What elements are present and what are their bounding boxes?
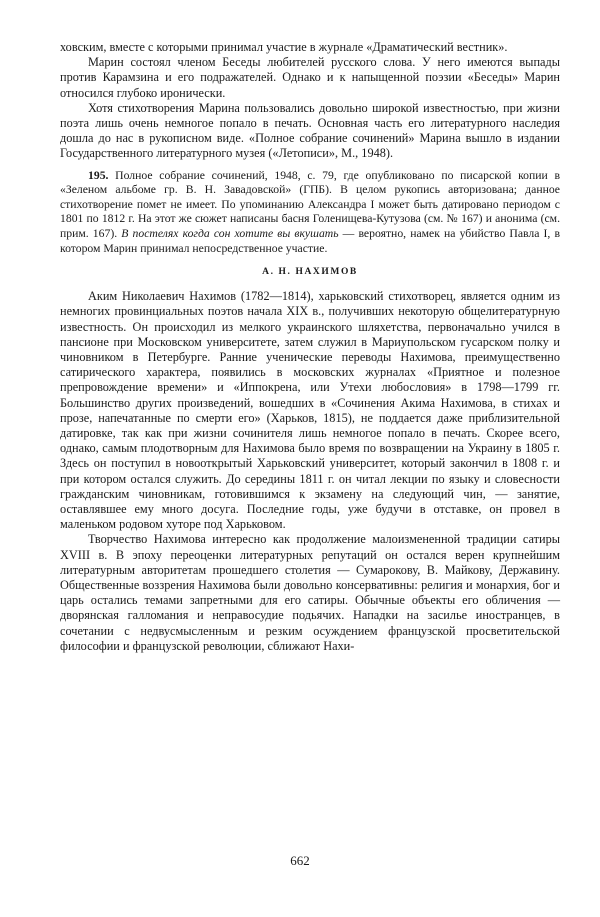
paragraph-beseda-membership: Марин состоял членом Беседы любителей русского слова. У него имеются выпады против Карамзина и его подражателей. Однако и к напыщенной поэзии «Беседы» Марин относился глубоко иронически.	[60, 55, 560, 100]
footnote-195	[60, 169, 560, 257]
footnote-paragraph	[60, 169, 560, 257]
paragraph-nakhimov-creativity: Творчество Нахимова интересно как продолжение малоизмененной традиции сатиры XVIII в. В эпоху переоценки литературных репутаций он остался верен крупнейшим литературным авторитетам прошедшего столетия — Сумарокову, В. Майкову, Державину. Общественные воззрения Нахимова были довольно консервативны: религия и монархия, бог и царь остались темами запретными для его сатиры. Обычные объекты его обличения — дворянская галломания и неправосудие подьячих. Нападки на засилье иностранцев, в сочетании с недвусмысленным и резким осуждением французской просветительской философии и французской революции, сближают Нахи-	[60, 532, 560, 653]
page-number: 662	[290, 853, 310, 868]
footnote-text-main: Полное собрание сочинений, 1948, с. 79, где опубликовано по писарской копии в «Зеленом альбоме гр. В. Н. Завадовской» (ГПБ). В целом рукопись авторизована; данное стихотворение помет не имеет. По упоминанию Александра I может быть датировано периодом с 1801 по 1812 г. На этот же сюжет написаны басня Голенищева-Кутузова (см. № 167) и анонима (см. прим. 167).	[60, 168, 560, 240]
footnote-text-end: — вероятно, намек на убийство Павла I, в котором Марин принимал непосредственное участие.	[60, 227, 560, 255]
footnote-quote: В постелях когда сон хотите вы вкушать	[121, 227, 339, 240]
paragraph-marin-works: Хотя стихотворения Марина пользовались довольно широкой известностью, при жизни поэта лишь очень немногое попало в печать. Основная часть его литературного наследия дошла до нас в рукописном виде. «Полное собрание сочинений» Марина вышло в издании Государственного литературного музея («Летописи», М., 1948).	[60, 100, 560, 161]
paragraph-nakhimov-biography: Аким Николаевич Нахимов (1782—1814), харьковский стихотворец, является одним из немногих провинциальных поэтов начала XIX в., получивших некоторую общелитературную известность. Он происходил из мелкого украинского шляхетства, первоначально учился в пансионе при Московском университете, затем служил в Мариупольском гусарском полку и чиновником в Петербурге. Ранние ученические переводы Нахимова, преимущественно сатирического характера, появились в московских журналах «Приятное и полезное препровождение времени» и «Иппокрена, или Утехи любословия» в 1798—1799 гг. Большинство других произведений, вошедших в «Сочинения Акима Нахимова, в стихах и прозе, напечатанные по смерти его» (Харьков, 1815), не поддается даже приблизительной датировке, так как при жизни сочинителя лишь немногое попало в печать. Скорее всего, однако, самым плодотворным для Нахимова было время по возвращении на Украину в 1805 г. Здесь он поступил в новооткрытый Харьковский университет, который закончил в 1808 г. и при котором остался служить. До середины 1811 г. он читал лекции по языку и словесности гражданским чиновникам, готовившимся к экзамену на следующий чин, — занятие, оставлявшее ему много досуга. Последние годы, уже будучи в отставке, он провел в маленьком родовом хуторе под Харьковом.	[60, 289, 560, 532]
section-heading: А. Н. НАХИМОВ	[262, 267, 358, 278]
page-body	[60, 40, 560, 654]
continuation-paragraph: ховским, вместе с которыми принимал участие в журнале «Драматический вестник».	[60, 40, 508, 54]
footnote-number: 195.	[88, 168, 109, 182]
